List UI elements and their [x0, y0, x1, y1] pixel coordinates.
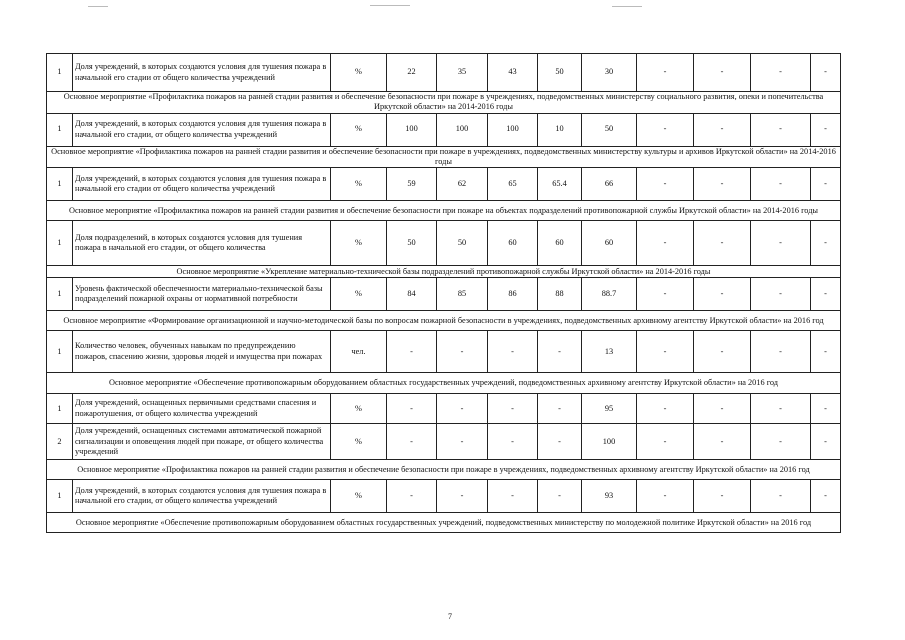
- value-cell: -: [387, 424, 437, 460]
- value-cell: -: [751, 113, 811, 146]
- value-cell: -: [488, 424, 538, 460]
- section-header-row: [47, 373, 841, 394]
- section-title: Основное мероприятие «Обеспечение противопожарным оборудованием областных государственных учреждений, подведомственных министерству по молодежной политике Иркутской области» на 2016 год: [47, 513, 841, 533]
- value-cell: -: [751, 480, 811, 513]
- value-cell: -: [751, 394, 811, 424]
- value-cell: -: [694, 394, 751, 424]
- value-cell: 95: [582, 394, 637, 424]
- unit-cell: %: [331, 278, 387, 311]
- value-cell: -: [387, 480, 437, 513]
- value-cell: 62: [437, 168, 488, 201]
- table-row: [47, 113, 841, 146]
- value-cell: -: [751, 278, 811, 311]
- value-cell: -: [538, 480, 582, 513]
- value-cell: -: [637, 424, 694, 460]
- unit-cell: %: [331, 394, 387, 424]
- section-title: Основное мероприятие «Укрепление материально-технической базы подразделений противопожарной службы Иркутской области» на 2014-2016 годы: [47, 266, 841, 278]
- value-cell: 100: [437, 113, 488, 146]
- value-cell: -: [694, 54, 751, 92]
- value-cell: 60: [538, 221, 582, 266]
- row-number: 1: [47, 394, 73, 424]
- value-cell: -: [811, 221, 841, 266]
- row-number: 1: [47, 278, 73, 311]
- value-cell: 100: [387, 113, 437, 146]
- value-cell: -: [488, 480, 538, 513]
- value-cell: 22: [387, 54, 437, 92]
- scan-artifact: [612, 6, 642, 7]
- value-cell: -: [437, 424, 488, 460]
- value-cell: -: [811, 113, 841, 146]
- value-cell: -: [538, 331, 582, 373]
- value-cell: -: [488, 331, 538, 373]
- value-cell: -: [811, 394, 841, 424]
- value-cell: -: [637, 113, 694, 146]
- table-row: [47, 278, 841, 311]
- value-cell: -: [811, 278, 841, 311]
- value-cell: -: [811, 168, 841, 201]
- value-cell: 100: [582, 424, 637, 460]
- value-cell: 100: [488, 113, 538, 146]
- unit-cell: %: [331, 54, 387, 92]
- table-row: [47, 221, 841, 266]
- section-header-row: [47, 266, 841, 278]
- section-title: Основное мероприятие «Обеспечение противопожарным оборудованием областных государственных учреждений, подведомственных архивному агентству Иркутской области» на 2016 год: [47, 373, 841, 394]
- value-cell: -: [694, 331, 751, 373]
- value-cell: -: [811, 331, 841, 373]
- value-cell: -: [637, 394, 694, 424]
- value-cell: -: [637, 278, 694, 311]
- section-header-row: [47, 146, 841, 168]
- indicator-name: Количество человек, обученных навыкам по предупреждению пожаров, спасению жизни, здоровья людей и имущества при пожарах: [73, 331, 331, 373]
- row-number: 1: [47, 168, 73, 201]
- indicator-name: Доля учреждений, оснащенных системами автоматической пожарной сигнализации и оповещения людей при пожаре, от общего количества учреждений: [73, 424, 331, 460]
- unit-cell: %: [331, 113, 387, 146]
- value-cell: -: [811, 424, 841, 460]
- value-cell: -: [637, 480, 694, 513]
- value-cell: -: [694, 113, 751, 146]
- value-cell: -: [538, 424, 582, 460]
- value-cell: 88: [538, 278, 582, 311]
- unit-cell: %: [331, 168, 387, 201]
- scan-artifact: [370, 5, 410, 6]
- value-cell: 65.4: [538, 168, 582, 201]
- value-cell: -: [437, 394, 488, 424]
- value-cell: 60: [582, 221, 637, 266]
- table-row: [47, 424, 841, 460]
- value-cell: 88.7: [582, 278, 637, 311]
- value-cell: -: [694, 221, 751, 266]
- value-cell: -: [637, 331, 694, 373]
- table-row: [47, 480, 841, 513]
- unit-cell: чел.: [331, 331, 387, 373]
- page-number: 7: [448, 612, 452, 621]
- indicators-table: [46, 53, 841, 533]
- value-cell: -: [751, 168, 811, 201]
- section-header-row: [47, 311, 841, 331]
- value-cell: 30: [582, 54, 637, 92]
- section-header-row: [47, 460, 841, 480]
- value-cell: -: [751, 54, 811, 92]
- value-cell: 50: [582, 113, 637, 146]
- unit-cell: %: [331, 480, 387, 513]
- indicator-name: Доля подразделений, в которых создаются условия для тушения пожара в начальной его стадии, от общего количества: [73, 221, 331, 266]
- value-cell: -: [694, 278, 751, 311]
- value-cell: 35: [437, 54, 488, 92]
- value-cell: -: [387, 394, 437, 424]
- indicator-name: Доля учреждений, в которых создаются условия для тушения пожара в начальной его стадии, от общего количества учреждений: [73, 113, 331, 146]
- table-row: [47, 394, 841, 424]
- section-header-row: [47, 513, 841, 533]
- value-cell: -: [437, 480, 488, 513]
- table-row: [47, 168, 841, 201]
- indicator-name: Уровень фактической обеспеченности материально-технической базы подразделений пожарной охраны от нормативной потребности: [73, 278, 331, 311]
- row-number: 1: [47, 113, 73, 146]
- value-cell: 93: [582, 480, 637, 513]
- row-number: 1: [47, 54, 73, 92]
- value-cell: 50: [437, 221, 488, 266]
- value-cell: -: [751, 221, 811, 266]
- value-cell: -: [387, 331, 437, 373]
- table-row: [47, 54, 841, 92]
- scan-artifact: [88, 6, 108, 7]
- value-cell: -: [694, 424, 751, 460]
- value-cell: 85: [437, 278, 488, 311]
- section-title: Основное мероприятие «Профилактика пожаров на ранней стадии развития и обеспечение безопасности при пожаре на объектах подразделений противопожарной службы Иркутской области» на 2014-2016 годы: [47, 201, 841, 221]
- table-row: [47, 331, 841, 373]
- value-cell: -: [811, 54, 841, 92]
- unit-cell: %: [331, 221, 387, 266]
- value-cell: 86: [488, 278, 538, 311]
- value-cell: -: [637, 221, 694, 266]
- value-cell: -: [694, 480, 751, 513]
- section-title: Основное мероприятие «Профилактика пожаров на ранней стадии развития и обеспечение безопасности при пожаре в учреждениях, подведомственных министерству социального развития, опеки и попечительства Иркутской области» на 2014-2016 годы: [47, 92, 841, 114]
- section-header-row: [47, 201, 841, 221]
- value-cell: 65: [488, 168, 538, 201]
- value-cell: -: [538, 394, 582, 424]
- section-title: Основное мероприятие «Формирование организационной и научно-методической базы по вопросам пожарной безопасности в учреждениях, подведомственных архивному агентству Иркутской области» на 2016 год: [47, 311, 841, 331]
- indicator-name: Доля учреждений, в которых создаются условия для тушения пожара в начальной его стадии, от общего количества учреждений: [73, 480, 331, 513]
- indicator-name: Доля учреждений, в которых создаются условия для тушения пожара в начальной его стадии от общего количества учреждений: [73, 168, 331, 201]
- value-cell: -: [488, 394, 538, 424]
- unit-cell: %: [331, 424, 387, 460]
- value-cell: -: [437, 331, 488, 373]
- value-cell: 60: [488, 221, 538, 266]
- value-cell: -: [637, 54, 694, 92]
- value-cell: 10: [538, 113, 582, 146]
- section-title: Основное мероприятие «Профилактика пожаров на ранней стадии развития и обеспечение безопасности при пожаре в учреждениях, подведомственных архивному агентству Иркутской области» на 2016 год: [47, 460, 841, 480]
- row-number: 1: [47, 331, 73, 373]
- value-cell: 50: [538, 54, 582, 92]
- section-title: Основное мероприятие «Профилактика пожаров на ранней стадии развития и обеспечение безопасности при пожаре в учреждениях, подведомственных министерству культуры и архивов Иркутской области» на 2014-2016 годы: [47, 146, 841, 168]
- section-header-row: [47, 92, 841, 114]
- value-cell: -: [637, 168, 694, 201]
- table-body: [47, 54, 841, 533]
- value-cell: -: [751, 331, 811, 373]
- row-number: 1: [47, 480, 73, 513]
- value-cell: 13: [582, 331, 637, 373]
- indicator-name: Доля учреждений, оснащенных первичными средствами спасения и пожаротушения, от общего количества учреждений: [73, 394, 331, 424]
- value-cell: 59: [387, 168, 437, 201]
- value-cell: 84: [387, 278, 437, 311]
- row-number: 1: [47, 221, 73, 266]
- value-cell: 50: [387, 221, 437, 266]
- value-cell: 66: [582, 168, 637, 201]
- row-number: 2: [47, 424, 73, 460]
- value-cell: -: [751, 424, 811, 460]
- value-cell: -: [694, 168, 751, 201]
- value-cell: 43: [488, 54, 538, 92]
- value-cell: -: [811, 480, 841, 513]
- indicator-name: Доля учреждений, в которых создаются условия для тушения пожара в начальной его стадии от общего количества учреждений: [73, 54, 331, 92]
